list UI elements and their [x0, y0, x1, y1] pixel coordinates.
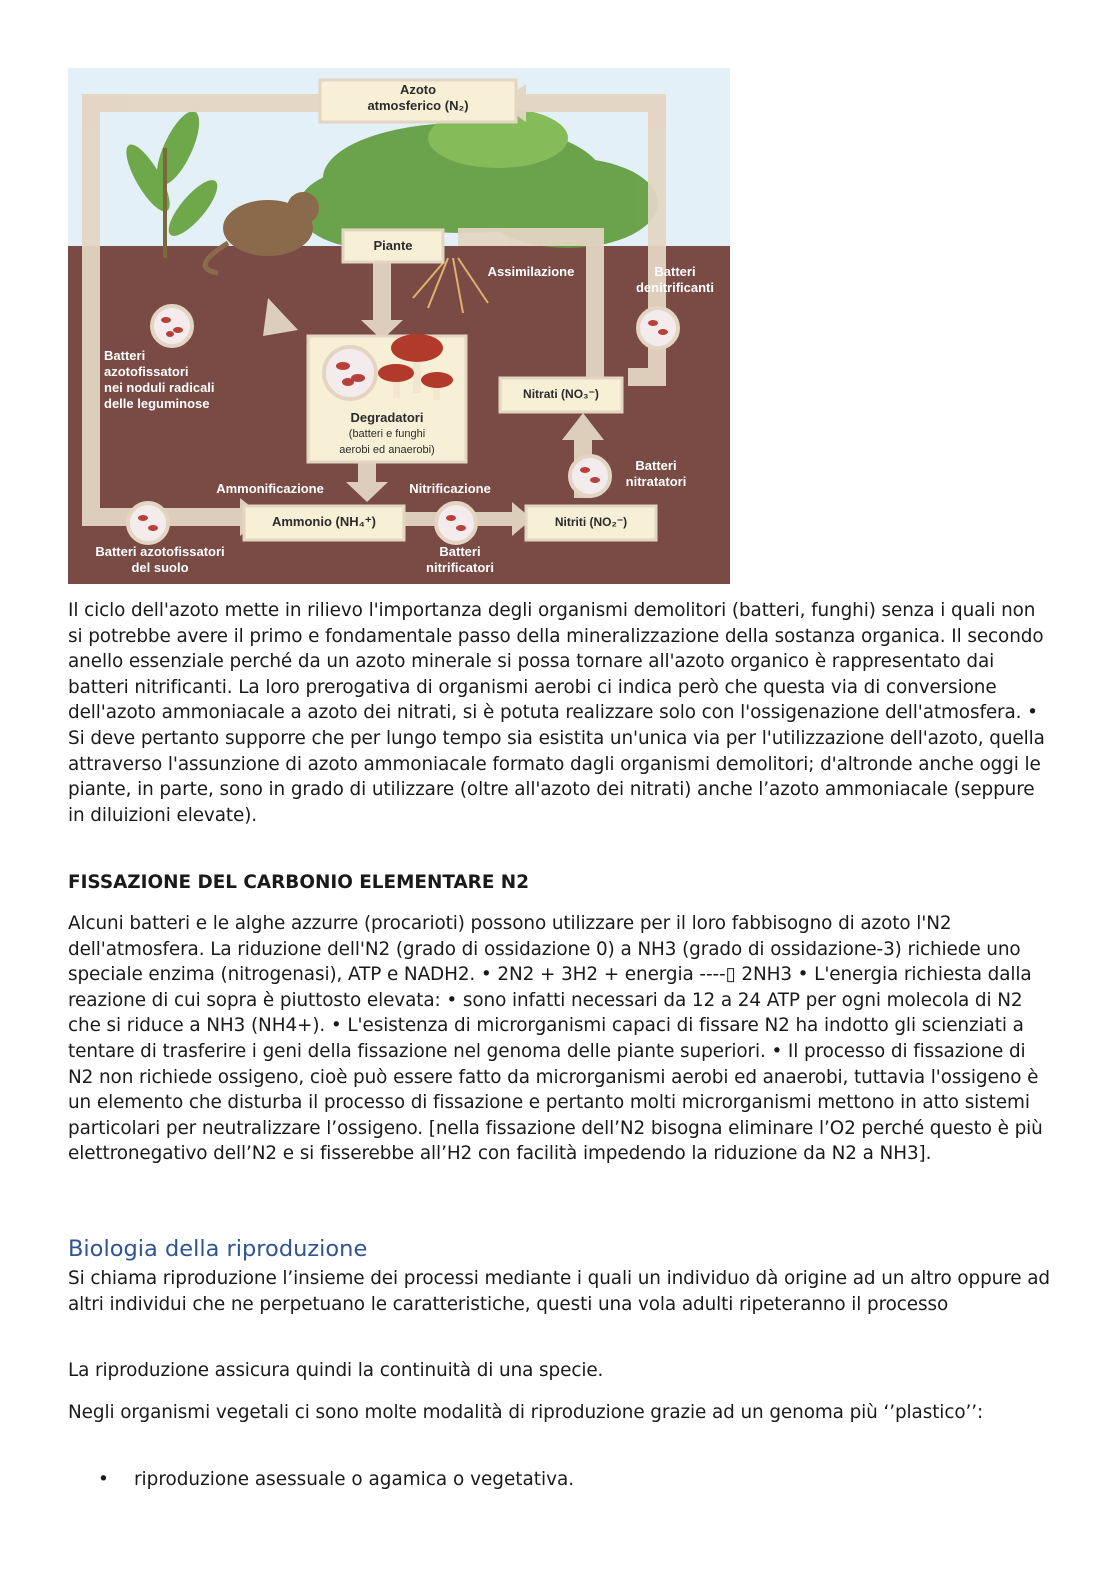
diagram-graphic: [68, 68, 730, 584]
label-line: atmosferico (N₂): [367, 98, 469, 113]
label-ammonification: Ammonificazione: [216, 481, 324, 496]
label-decomposers: [312, 410, 462, 458]
paragraph-reproduction-continuity: La riproduzione assicura quindi la continuità di una specie.: [68, 1360, 604, 1381]
label-line: nitrificatori: [426, 560, 494, 575]
label-nitrating-bacteria: [616, 458, 696, 490]
label-nitrifying-bacteria: [408, 544, 512, 576]
label-nitrites: Nitriti (NO₂⁻): [554, 515, 628, 529]
label-line: del suolo: [131, 560, 189, 575]
label-line: nitratatori: [625, 474, 687, 489]
label-line: aerobi ed anaerobi): [339, 444, 435, 456]
label-line: Batteri: [439, 544, 481, 559]
label-line: delle leguminose: [104, 396, 210, 411]
bullet-marker: •: [98, 1469, 109, 1490]
label-nitrification: Nitrificazione: [409, 481, 491, 496]
label-line: Azoto: [399, 82, 437, 97]
label-line: azotofissatori: [104, 364, 189, 379]
list-item: riproduzione asessuale o agamica o vegetativa.: [134, 1469, 575, 1490]
label-line: denitrificanti: [635, 280, 714, 295]
section-heading-fixation: FISSAZIONE DEL CARBONIO ELEMENTARE N2: [68, 872, 529, 893]
label-line: Batteri azotofissatori: [95, 544, 225, 559]
label-line: Degradatori: [350, 410, 424, 425]
label-plants: Piante: [373, 238, 413, 253]
paragraph-reproduction-definition: Si chiama riproduzione l’insieme dei processi mediante i quali un individuo dà origine ad un altro oppure ad altri individui che ne perpetuano le caratteristiche, questi una vola adulti ripeteranno il processo: [68, 1268, 1050, 1315]
paragraph-nitrogen-cycle: Il ciclo dell'azoto mette in rilievo l'importanza degli organismi demolitori (batteri, funghi) senza i quali non si potrebbe avere il primo e fondamentale passo della mineralizzazione della sostanza organica. Il secondo anello essenziale perché da un azoto minerale si possa tornare all'azoto organico è rappresentato dai batteri nitrificanti. La loro prerogativa di organismi aerobi ci indica però che questa via di conversione dell'azoto ammoniacale a azoto dei nitrati, si è potuta realizzare solo con l'ossigenazione dell'atmosfera. • Si deve pertanto supporre che per lungo tempo sia esistita un'unica via per l'utilizzazione dell'azoto, quella attraverso l'assunzione di azoto ammoniacale formato dagli organismi demolitori; d'altronde anche oggi le piante, in parte, sono in grado di utilizzare (oltre all'azoto dei nitrati) anche l’azoto ammoniacale (seppure in diluizioni elevate).: [68, 600, 1045, 826]
label-soil-fixing-bacteria: [72, 544, 248, 576]
label-atmospheric-nitrogen: [330, 82, 506, 114]
label-assimilation: Assimilazione: [487, 264, 575, 279]
section-heading-reproduction: Biologia della riproduzione: [68, 1236, 368, 1262]
nitrogen-cycle-diagram: [68, 68, 730, 584]
label-line: nei noduli radicali: [104, 380, 215, 395]
label-line: Batteri: [654, 264, 696, 279]
label-line: Batteri: [104, 348, 146, 363]
label-line: (batteri e funghi: [348, 428, 426, 440]
label-nitrates: Nitrati (NO₃⁻): [523, 387, 599, 401]
paragraph-fixation: Alcuni batteri e le alghe azzurre (procarioti) possono utilizzare per il loro fabbisogno di azoto l'N2 dell'atmosfera. La riduzione dell'N2 (grado di ossidazione 0) a NH3 (grado di ossidazione-3) richiede uno speciale enzima (nitrogenasi), ATP e NADH2. • 2N2 + 3H2 + energia ----▯ 2NH3 • L'energia richiesta dalla reazione di cui sopra è piuttosto elevata: • sono infatti necessari da 12 a 24 ATP per ogni molecola di N2 che si riduce a NH3 (NH4+). • L'esistenza di microrganismi capaci di fissare N2 ha indotto gli scienziati a tentare di trasferire i geni della fissazione nel genoma delle piante superiori. • Il processo di fissazione di N2 non richiede ossigeno, cioè può essere fatto da microrganismi aerobi ed anaerobi, tuttavia l'ossigeno è un elemento che disturba il processo di fissazione e pertanto molti microrganismi mettono in atto sistemi particolari per neutralizzare l’ossigeno. [nella fissazione dell’N2 bisogna eliminare l’O2 perché questo è più elettronegativo dell’N2 e si fisserebbe all’H2 con facilità impedendo la riduzione da N2 a NH3].: [68, 913, 1043, 1165]
label-line: Batteri: [635, 458, 677, 473]
label-legume-fixing-bacteria: [104, 348, 254, 412]
label-denitrifying-bacteria: [620, 264, 730, 296]
label-ammonium: Ammonio (NH₄⁺): [271, 514, 377, 529]
paragraph-reproduction-modes: Negli organismi vegetali ci sono molte modalità di riproduzione grazie ad un genoma più ‘’plastico’’:: [68, 1402, 984, 1423]
